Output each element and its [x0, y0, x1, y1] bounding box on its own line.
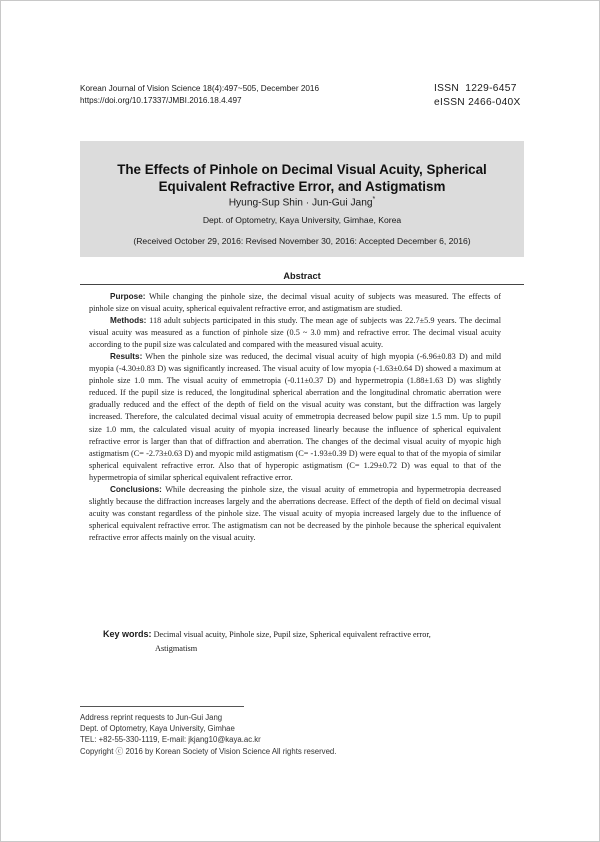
purpose-text: While changing the pinhole size, the decimal visual acuity of subjects was measured. The effects of pinhole size on visual acuity, spherical equivalent refractive error, and astigmatism are studied. — [89, 292, 501, 314]
corresponding-author-mark: * — [372, 196, 376, 203]
keywords-line-1 — [103, 627, 501, 642]
issn: ISSN 1229-6457 — [434, 83, 517, 94]
abstract-heading: Abstract — [283, 271, 321, 281]
conclusions-text: While decreasing the pinhole size, the visual acuity of emmetropia and hypermetropia decreased slightly because the diffraction increases largely and the aberrations decrease. Effect of the depth of field on decimal visual acuity was constant regardless of the pinhole size. The visual acuity of myopia increased largely due to the influence of spherical equivalent refractive error. The astigmatism can not be decreased by the pinhole because the spherical equivalent refractive error affects mainly on the visual acuity. — [89, 484, 501, 542]
title-line-1: The Effects of Pinhole on Decimal Visual Acuity, Spherical — [117, 162, 487, 177]
reprint-request: Address reprint requests to Jun-Gui Jang — [80, 713, 223, 722]
reprint-department: Dept. of Optometry, Kaya University, Gimhae — [80, 724, 235, 734]
abstract-conclusions — [89, 484, 501, 544]
authors — [80, 196, 524, 208]
keywords — [103, 627, 501, 656]
abstract-purpose — [89, 291, 501, 315]
journal-citation: Korean Journal of Vision Science 18(4):497~505, December 2016 — [80, 84, 320, 93]
keywords-label: Key words: — [103, 629, 152, 639]
purpose-label: Purpose: — [110, 292, 146, 301]
keywords-text: Decimal visual acuity, Pinhole size, Pupil size, Spherical equivalent refractive error, — [151, 630, 431, 639]
abstract-results — [89, 351, 501, 484]
footnote-divider — [80, 706, 244, 707]
methods-text: 118 adult subjects participated in this study. The mean age of subjects was 22.7±5.9 years. The decimal visual acuity was measured as a function of pinhole size (0.5 ~ 3.0 mm) and refractive error. The decimal visual acuity according to the pupil size was calculated and compared with the measured visual acuity. — [89, 316, 501, 350]
received-dates: (Received October 29, 2016: Revised November 30, 2016: Accepted December 6, 2016) — [133, 236, 471, 246]
abstract-divider — [80, 284, 524, 285]
affiliation: Dept. of Optometry, Kaya University, Gimhae, Korea — [202, 215, 402, 225]
paper-title — [80, 161, 524, 195]
results-text: When the pinhole size was reduced, the decimal visual acuity of high myopia (-6.96±0.83 D) and mild myopia (-4.30±0.83 D) was significantly increased. The visual acuity of low myopia (-1.63±0.64 D) showed a maximum at pinhole size 1.0 mm. The visual acuity of emmetropia (-0.11±0.37 D) and hypermetropia (1.88±1.63 D) was slightly reduced. If the pupil size is reduced, the longitudinal spherical aberration and the longitudinal chromatic aberration were gradually reduced and the effect of the depth of field on the visual acuity was constant, but the diffraction was largely increased. Therefore, the calculated decimal visual acuity of emmetropia decreased below pupil size 1.5 mm. Up to pupil size 1.0 mm, the calculated visual acuity of myopia increased linearly because the influence of spherical equivalent refractive error is larger than that of diffraction and aberration. The changes of the decimal visual acuity of myopic high astigmatism (C= -2.73±0.63 D) and myopic mild astigmatism (C= -1.93±0.39 D) were equal to that of the myopia of similar spherical equivalent refractive error. Also that of hyperopic astigmatism (C= 1.29±0.72 D) was equal to that of the hypermetropia of similar spherical equivalent refractive error. — [89, 352, 501, 482]
abstract-methods — [89, 315, 501, 351]
results-label: Results: — [110, 352, 143, 362]
keywords-line-2: Astigmatism — [155, 644, 198, 653]
methods-label: Methods: — [110, 316, 147, 326]
abstract-body — [89, 291, 501, 544]
conclusions-label: Conclusions: — [110, 484, 162, 494]
copyright: Copyright ⓒ 2016 by Korean Society of Vision Science All rights reserved. — [80, 746, 337, 756]
eissn: eISSN 2466-040X — [434, 97, 521, 108]
contact-info: TEL: +82-55-330-1119, E-mail: jkjang10@kaya.ac.kr — [80, 735, 261, 745]
doi-link[interactable]: https://doi.org/10.17337/JMBI.2016.18.4.497 — [80, 96, 242, 105]
title-box — [80, 141, 524, 257]
title-line-2: Equivalent Refractive Error, and Astigmatism — [158, 179, 446, 194]
author-names: Hyung-Sup Shin · Jun-Gui Jang — [228, 197, 373, 209]
journal-header — [80, 83, 319, 107]
footnote — [80, 712, 336, 757]
issn-block — [434, 82, 521, 110]
